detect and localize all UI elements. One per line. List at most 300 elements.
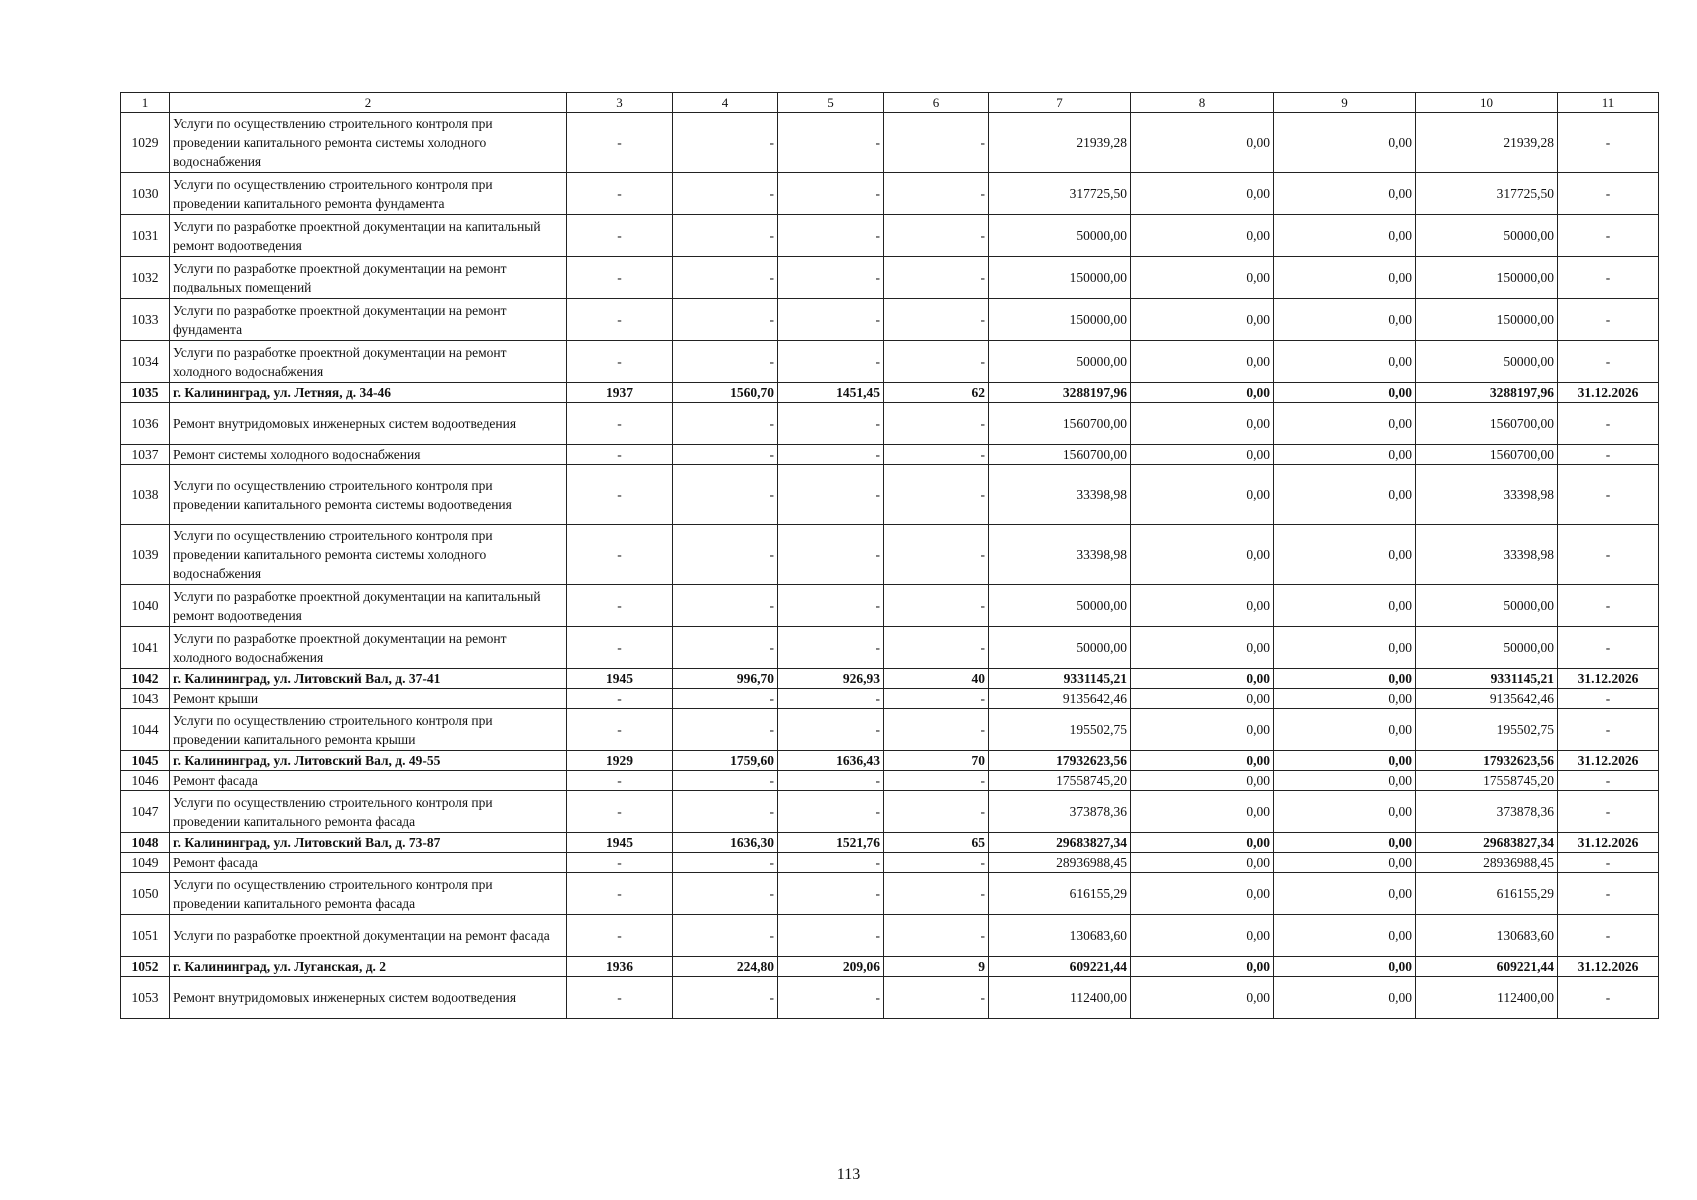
column-header: 6 [884, 93, 989, 113]
work-name: Услуги по осуществлению строительного контроля при проведении капитального ремонта фасада [170, 791, 567, 833]
column-header: 1 [121, 93, 170, 113]
cell-col9: 0,00 [1274, 299, 1416, 341]
table-row [121, 341, 1659, 383]
cell-col10: 616155,29 [1416, 873, 1558, 915]
table-row [121, 525, 1659, 585]
cell-col10: 130683,60 [1416, 915, 1558, 957]
cell-col5: - [778, 771, 884, 791]
cell-col11: - [1558, 525, 1659, 585]
row-number: 1053 [121, 977, 170, 1019]
cell-col9: 0,00 [1274, 585, 1416, 627]
work-name: Ремонт крыши [170, 689, 567, 709]
cell-col3: 1929 [567, 751, 673, 771]
row-number: 1034 [121, 341, 170, 383]
row-number: 1037 [121, 445, 170, 465]
cell-col3: - [567, 977, 673, 1019]
cell-col6: - [884, 113, 989, 173]
cell-col8: 0,00 [1131, 341, 1274, 383]
table-row [121, 627, 1659, 669]
cell-col3: - [567, 771, 673, 791]
page-number: 113 [836, 1166, 861, 1183]
table-row [121, 257, 1659, 299]
row-number: 1050 [121, 873, 170, 915]
cell-col7: 1560700,00 [989, 445, 1131, 465]
table-row [121, 173, 1659, 215]
cell-col10: 50000,00 [1416, 215, 1558, 257]
cell-col8: 0,00 [1131, 383, 1274, 403]
cell-col6: - [884, 445, 989, 465]
cell-col7: 50000,00 [989, 341, 1131, 383]
work-name: Ремонт фасада [170, 771, 567, 791]
cell-col8: 0,00 [1131, 113, 1274, 173]
work-name: Услуги по разработке проектной документации на капитальный ремонт водоотведения [170, 215, 567, 257]
table-row [121, 977, 1659, 1019]
cell-col5: - [778, 585, 884, 627]
cell-col9: 0,00 [1274, 669, 1416, 689]
cell-col10: 33398,98 [1416, 465, 1558, 525]
cell-col9: 0,00 [1274, 689, 1416, 709]
cell-col6: - [884, 977, 989, 1019]
cell-col11: 31.12.2026 [1558, 957, 1659, 977]
cell-col10: 317725,50 [1416, 173, 1558, 215]
cell-col6: 62 [884, 383, 989, 403]
table-row [121, 465, 1659, 525]
cell-col8: 0,00 [1131, 585, 1274, 627]
cell-col6: 9 [884, 957, 989, 977]
cell-col3: - [567, 215, 673, 257]
cell-col4: - [673, 627, 778, 669]
cell-col11: - [1558, 873, 1659, 915]
row-number: 1032 [121, 257, 170, 299]
cell-col6: - [884, 525, 989, 585]
cell-col5: 209,06 [778, 957, 884, 977]
cell-col9: 0,00 [1274, 525, 1416, 585]
cell-col8: 0,00 [1131, 957, 1274, 977]
cell-col5: - [778, 853, 884, 873]
cell-col3: - [567, 445, 673, 465]
cell-col8: 0,00 [1131, 873, 1274, 915]
cell-col3: - [567, 173, 673, 215]
cell-col10: 9135642,46 [1416, 689, 1558, 709]
cell-col11: - [1558, 465, 1659, 525]
table-body [121, 113, 1659, 1019]
cell-col8: 0,00 [1131, 791, 1274, 833]
table-row [121, 791, 1659, 833]
work-name: Ремонт фасада [170, 853, 567, 873]
cell-col3: 1945 [567, 833, 673, 853]
cell-col8: 0,00 [1131, 215, 1274, 257]
cell-col7: 609221,44 [989, 957, 1131, 977]
cell-col8: 0,00 [1131, 771, 1274, 791]
row-number: 1040 [121, 585, 170, 627]
cell-col10: 195502,75 [1416, 709, 1558, 751]
cell-col10: 29683827,34 [1416, 833, 1558, 853]
cell-col11: - [1558, 113, 1659, 173]
cell-col3: - [567, 525, 673, 585]
cell-col7: 17932623,56 [989, 751, 1131, 771]
row-number: 1039 [121, 525, 170, 585]
cell-col8: 0,00 [1131, 669, 1274, 689]
cell-col5: - [778, 689, 884, 709]
cell-col11: 31.12.2026 [1558, 669, 1659, 689]
cell-col10: 9331145,21 [1416, 669, 1558, 689]
table-row [121, 709, 1659, 751]
cell-col11: - [1558, 445, 1659, 465]
cell-col10: 150000,00 [1416, 257, 1558, 299]
cell-col6: 40 [884, 669, 989, 689]
cell-col7: 9135642,46 [989, 689, 1131, 709]
cell-col10: 112400,00 [1416, 977, 1558, 1019]
cell-col11: 31.12.2026 [1558, 751, 1659, 771]
cell-col11: - [1558, 257, 1659, 299]
cell-col9: 0,00 [1274, 791, 1416, 833]
cell-col3: 1937 [567, 383, 673, 403]
cell-col4: 996,70 [673, 669, 778, 689]
cell-col7: 21939,28 [989, 113, 1131, 173]
cell-col4: 1759,60 [673, 751, 778, 771]
cell-col3: - [567, 341, 673, 383]
cell-col4: - [673, 873, 778, 915]
cell-col4: - [673, 445, 778, 465]
cell-col10: 373878,36 [1416, 791, 1558, 833]
cell-col3: - [567, 257, 673, 299]
cell-col6: - [884, 341, 989, 383]
cell-col4: - [673, 173, 778, 215]
cell-col11: - [1558, 299, 1659, 341]
cell-col11: - [1558, 585, 1659, 627]
cell-col11: - [1558, 341, 1659, 383]
cell-col6: - [884, 873, 989, 915]
cell-col7: 112400,00 [989, 977, 1131, 1019]
cell-col8: 0,00 [1131, 173, 1274, 215]
work-name: Услуги по осуществлению строительного контроля при проведении капитального ремонта фундамента [170, 173, 567, 215]
cell-col9: 0,00 [1274, 445, 1416, 465]
column-header: 3 [567, 93, 673, 113]
cell-col7: 1560700,00 [989, 403, 1131, 445]
cell-col5: - [778, 173, 884, 215]
table-row [121, 853, 1659, 873]
cell-col7: 17558745,20 [989, 771, 1131, 791]
cell-col10: 50000,00 [1416, 341, 1558, 383]
cell-col4: - [673, 341, 778, 383]
cell-col6: - [884, 627, 989, 669]
cell-col9: 0,00 [1274, 915, 1416, 957]
work-name: Услуги по разработке проектной документации на капитальный ремонт водоотведения [170, 585, 567, 627]
cell-col5: - [778, 709, 884, 751]
cell-col4: - [673, 853, 778, 873]
cell-col11: 31.12.2026 [1558, 383, 1659, 403]
cell-col4: 224,80 [673, 957, 778, 977]
cell-col11: - [1558, 977, 1659, 1019]
column-number-header-row [121, 93, 1659, 113]
cell-col6: - [884, 853, 989, 873]
cell-col8: 0,00 [1131, 853, 1274, 873]
cell-col11: - [1558, 627, 1659, 669]
cell-col3: - [567, 873, 673, 915]
cell-col7: 33398,98 [989, 465, 1131, 525]
cell-col8: 0,00 [1131, 257, 1274, 299]
cell-col6: - [884, 215, 989, 257]
cell-col5: - [778, 791, 884, 833]
cell-col4: - [673, 915, 778, 957]
cell-col7: 130683,60 [989, 915, 1131, 957]
cell-col3: - [567, 791, 673, 833]
cell-col9: 0,00 [1274, 751, 1416, 771]
row-number: 1045 [121, 751, 170, 771]
cell-col8: 0,00 [1131, 915, 1274, 957]
cell-col3: - [567, 853, 673, 873]
row-number: 1048 [121, 833, 170, 853]
column-header: 8 [1131, 93, 1274, 113]
column-header: 10 [1416, 93, 1558, 113]
cell-col10: 1560700,00 [1416, 403, 1558, 445]
cell-col5: - [778, 873, 884, 915]
cell-col10: 1560700,00 [1416, 445, 1558, 465]
cell-col7: 50000,00 [989, 585, 1131, 627]
column-header: 7 [989, 93, 1131, 113]
cell-col7: 150000,00 [989, 299, 1131, 341]
work-name: Ремонт внутридомовых инженерных систем водоотведения [170, 977, 567, 1019]
row-number: 1029 [121, 113, 170, 173]
cell-col4: - [673, 771, 778, 791]
cell-col7: 317725,50 [989, 173, 1131, 215]
cell-col5: - [778, 113, 884, 173]
cell-col11: - [1558, 689, 1659, 709]
column-header: 11 [1558, 93, 1659, 113]
cell-col8: 0,00 [1131, 689, 1274, 709]
cell-col7: 50000,00 [989, 215, 1131, 257]
cell-col10: 150000,00 [1416, 299, 1558, 341]
cell-col5: - [778, 465, 884, 525]
work-name: г. Калининград, ул. Летняя, д. 34-46 [170, 383, 567, 403]
cell-col11: - [1558, 853, 1659, 873]
cell-col6: - [884, 791, 989, 833]
capital-repair-table [120, 92, 1659, 1019]
cell-col6: - [884, 771, 989, 791]
cell-col5: 926,93 [778, 669, 884, 689]
row-number: 1041 [121, 627, 170, 669]
cell-col9: 0,00 [1274, 173, 1416, 215]
cell-col5: 1451,45 [778, 383, 884, 403]
cell-col7: 150000,00 [989, 257, 1131, 299]
table-row [121, 915, 1659, 957]
cell-col5: 1636,43 [778, 751, 884, 771]
cell-col4: 1560,70 [673, 383, 778, 403]
cell-col9: 0,00 [1274, 257, 1416, 299]
cell-col4: - [673, 403, 778, 445]
cell-col5: - [778, 215, 884, 257]
cell-col10: 17558745,20 [1416, 771, 1558, 791]
work-name: Услуги по осуществлению строительного контроля при проведении капитального ремонта системы холодного водоснабжения [170, 113, 567, 173]
work-name: Услуги по разработке проектной документации на ремонт фундамента [170, 299, 567, 341]
cell-col3: - [567, 403, 673, 445]
cell-col8: 0,00 [1131, 627, 1274, 669]
cell-col10: 609221,44 [1416, 957, 1558, 977]
cell-col7: 29683827,34 [989, 833, 1131, 853]
row-number: 1049 [121, 853, 170, 873]
column-header: 2 [170, 93, 567, 113]
cell-col3: - [567, 299, 673, 341]
cell-col7: 373878,36 [989, 791, 1131, 833]
cell-col8: 0,00 [1131, 751, 1274, 771]
cell-col6: - [884, 173, 989, 215]
table-row [121, 689, 1659, 709]
cell-col4: - [673, 299, 778, 341]
column-header: 5 [778, 93, 884, 113]
cell-col3: 1945 [567, 669, 673, 689]
cell-col4: - [673, 977, 778, 1019]
cell-col9: 0,00 [1274, 627, 1416, 669]
cell-col6: - [884, 915, 989, 957]
cell-col7: 50000,00 [989, 627, 1131, 669]
cell-col10: 28936988,45 [1416, 853, 1558, 873]
table-row [121, 585, 1659, 627]
cell-col9: 0,00 [1274, 957, 1416, 977]
cell-col11: - [1558, 709, 1659, 751]
cell-col8: 0,00 [1131, 833, 1274, 853]
cell-col6: - [884, 403, 989, 445]
table-row [121, 215, 1659, 257]
work-name: Услуги по осуществлению строительного контроля при проведении капитального ремонта системы водоотведения [170, 465, 567, 525]
table-row [121, 445, 1659, 465]
cell-col9: 0,00 [1274, 215, 1416, 257]
cell-col3: - [567, 465, 673, 525]
table-row [121, 113, 1659, 173]
cell-col8: 0,00 [1131, 709, 1274, 751]
cell-col8: 0,00 [1131, 445, 1274, 465]
cell-col9: 0,00 [1274, 709, 1416, 751]
row-number: 1033 [121, 299, 170, 341]
cell-col8: 0,00 [1131, 299, 1274, 341]
cell-col8: 0,00 [1131, 977, 1274, 1019]
row-number: 1043 [121, 689, 170, 709]
table-row [121, 833, 1659, 853]
cell-col9: 0,00 [1274, 465, 1416, 525]
column-header: 9 [1274, 93, 1416, 113]
row-number: 1031 [121, 215, 170, 257]
cell-col9: 0,00 [1274, 113, 1416, 173]
cell-col3: - [567, 585, 673, 627]
cell-col6: - [884, 689, 989, 709]
cell-col5: - [778, 257, 884, 299]
cell-col10: 33398,98 [1416, 525, 1558, 585]
cell-col10: 3288197,96 [1416, 383, 1558, 403]
cell-col4: - [673, 257, 778, 299]
cell-col5: - [778, 403, 884, 445]
column-header: 4 [673, 93, 778, 113]
cell-col6: 70 [884, 751, 989, 771]
cell-col9: 0,00 [1274, 341, 1416, 383]
row-number: 1051 [121, 915, 170, 957]
cell-col3: - [567, 627, 673, 669]
cell-col7: 9331145,21 [989, 669, 1131, 689]
row-number: 1035 [121, 383, 170, 403]
table-row [121, 403, 1659, 445]
work-name: Услуги по разработке проектной документации на ремонт холодного водоснабжения [170, 627, 567, 669]
cell-col11: - [1558, 771, 1659, 791]
work-name: г. Калининград, ул. Литовский Вал, д. 49-55 [170, 751, 567, 771]
table-row [121, 299, 1659, 341]
row-number: 1044 [121, 709, 170, 751]
cell-col11: - [1558, 215, 1659, 257]
cell-col3: - [567, 915, 673, 957]
row-number: 1052 [121, 957, 170, 977]
row-number: 1047 [121, 791, 170, 833]
work-name: г. Калининград, ул. Луганская, д. 2 [170, 957, 567, 977]
cell-col11: - [1558, 915, 1659, 957]
row-number: 1036 [121, 403, 170, 445]
work-name: Услуги по разработке проектной документации на ремонт холодного водоснабжения [170, 341, 567, 383]
cell-col9: 0,00 [1274, 977, 1416, 1019]
cell-col7: 33398,98 [989, 525, 1131, 585]
cell-col5: - [778, 445, 884, 465]
work-name: Ремонт системы холодного водоснабжения [170, 445, 567, 465]
cell-col5: - [778, 525, 884, 585]
cell-col9: 0,00 [1274, 833, 1416, 853]
cell-col6: - [884, 585, 989, 627]
cell-col9: 0,00 [1274, 771, 1416, 791]
cell-col11: 31.12.2026 [1558, 833, 1659, 853]
cell-col4: - [673, 709, 778, 751]
cell-col3: - [567, 689, 673, 709]
work-name: Ремонт внутридомовых инженерных систем водоотведения [170, 403, 567, 445]
cell-col9: 0,00 [1274, 873, 1416, 915]
table-row [121, 957, 1659, 977]
cell-col5: - [778, 977, 884, 1019]
cell-col5: - [778, 915, 884, 957]
cell-col9: 0,00 [1274, 403, 1416, 445]
work-name: Услуги по осуществлению строительного контроля при проведении капитального ремонта крыши [170, 709, 567, 751]
cell-col5: - [778, 341, 884, 383]
cell-col4: 1636,30 [673, 833, 778, 853]
cell-col7: 28936988,45 [989, 853, 1131, 873]
cell-col3: - [567, 709, 673, 751]
row-number: 1038 [121, 465, 170, 525]
cell-col3: 1936 [567, 957, 673, 977]
work-name: г. Калининград, ул. Литовский Вал, д. 73-87 [170, 833, 567, 853]
table-row [121, 771, 1659, 791]
cell-col7: 3288197,96 [989, 383, 1131, 403]
cell-col8: 0,00 [1131, 525, 1274, 585]
cell-col6: - [884, 465, 989, 525]
cell-col4: - [673, 465, 778, 525]
cell-col6: 65 [884, 833, 989, 853]
cell-col4: - [673, 525, 778, 585]
cell-col5: 1521,76 [778, 833, 884, 853]
table-row [121, 751, 1659, 771]
cell-col11: - [1558, 173, 1659, 215]
row-number: 1030 [121, 173, 170, 215]
cell-col6: - [884, 257, 989, 299]
cell-col10: 21939,28 [1416, 113, 1558, 173]
work-name: Услуги по осуществлению строительного контроля при проведении капитального ремонта системы холодного водоснабжения [170, 525, 567, 585]
cell-col7: 195502,75 [989, 709, 1131, 751]
cell-col9: 0,00 [1274, 853, 1416, 873]
work-name: г. Калининград, ул. Литовский Вал, д. 37-41 [170, 669, 567, 689]
cell-col11: - [1558, 791, 1659, 833]
row-number: 1042 [121, 669, 170, 689]
row-number: 1046 [121, 771, 170, 791]
cell-col6: - [884, 709, 989, 751]
cell-col4: - [673, 689, 778, 709]
table-row [121, 383, 1659, 403]
cell-col10: 50000,00 [1416, 585, 1558, 627]
cell-col7: 616155,29 [989, 873, 1131, 915]
cell-col5: - [778, 299, 884, 341]
work-name: Услуги по разработке проектной документации на ремонт подвальных помещений [170, 257, 567, 299]
cell-col10: 17932623,56 [1416, 751, 1558, 771]
cell-col4: - [673, 215, 778, 257]
